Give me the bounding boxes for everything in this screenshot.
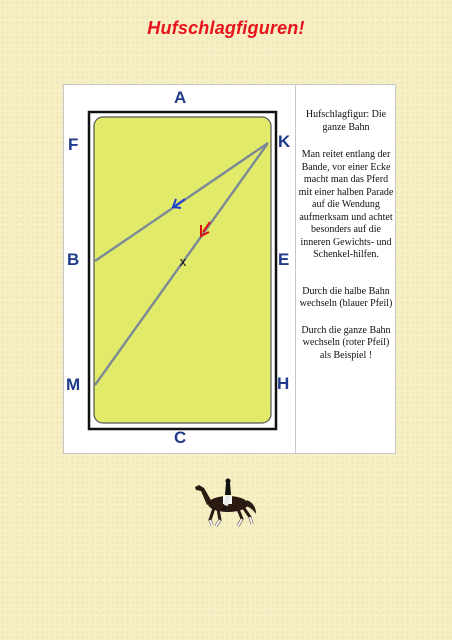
letter-h: H — [277, 374, 290, 393]
arena-diagram — [64, 85, 296, 453]
page-title: Hufschlagfiguren! — [147, 18, 305, 38]
letter-b: B — [67, 250, 80, 269]
center-x-marker: x — [179, 254, 187, 269]
letter-a: A — [174, 88, 187, 107]
arena-svg — [64, 85, 296, 453]
letter-m: M — [66, 375, 81, 394]
letter-c: C — [174, 428, 187, 447]
figure-panel — [63, 84, 396, 454]
description-column — [297, 85, 395, 453]
figure-heading: Hufschlagfigur: Die ganze Bahn — [305, 109, 387, 133]
letter-k: K — [278, 132, 291, 151]
full-change-caption: Durch die ganze Bahn wechseln (roter Pfeil) als Beispiel ! — [301, 324, 391, 361]
letter-e: E — [278, 250, 290, 269]
arena-surface — [94, 117, 271, 423]
letter-f: F — [68, 135, 79, 154]
half-change-caption: Durch die halbe Bahn wechseln (blauer Pfeil) — [299, 285, 393, 309]
figure-description: Man reitet entlang der Bande, vor einer Ecke macht man das Pferd mit einer halben Parade auf die Wendung aufmerksam und achtet besonders auf die inneren Gewichts- und Schenkel-hilfen. — [298, 149, 394, 260]
horse-rider-image — [190, 478, 268, 535]
